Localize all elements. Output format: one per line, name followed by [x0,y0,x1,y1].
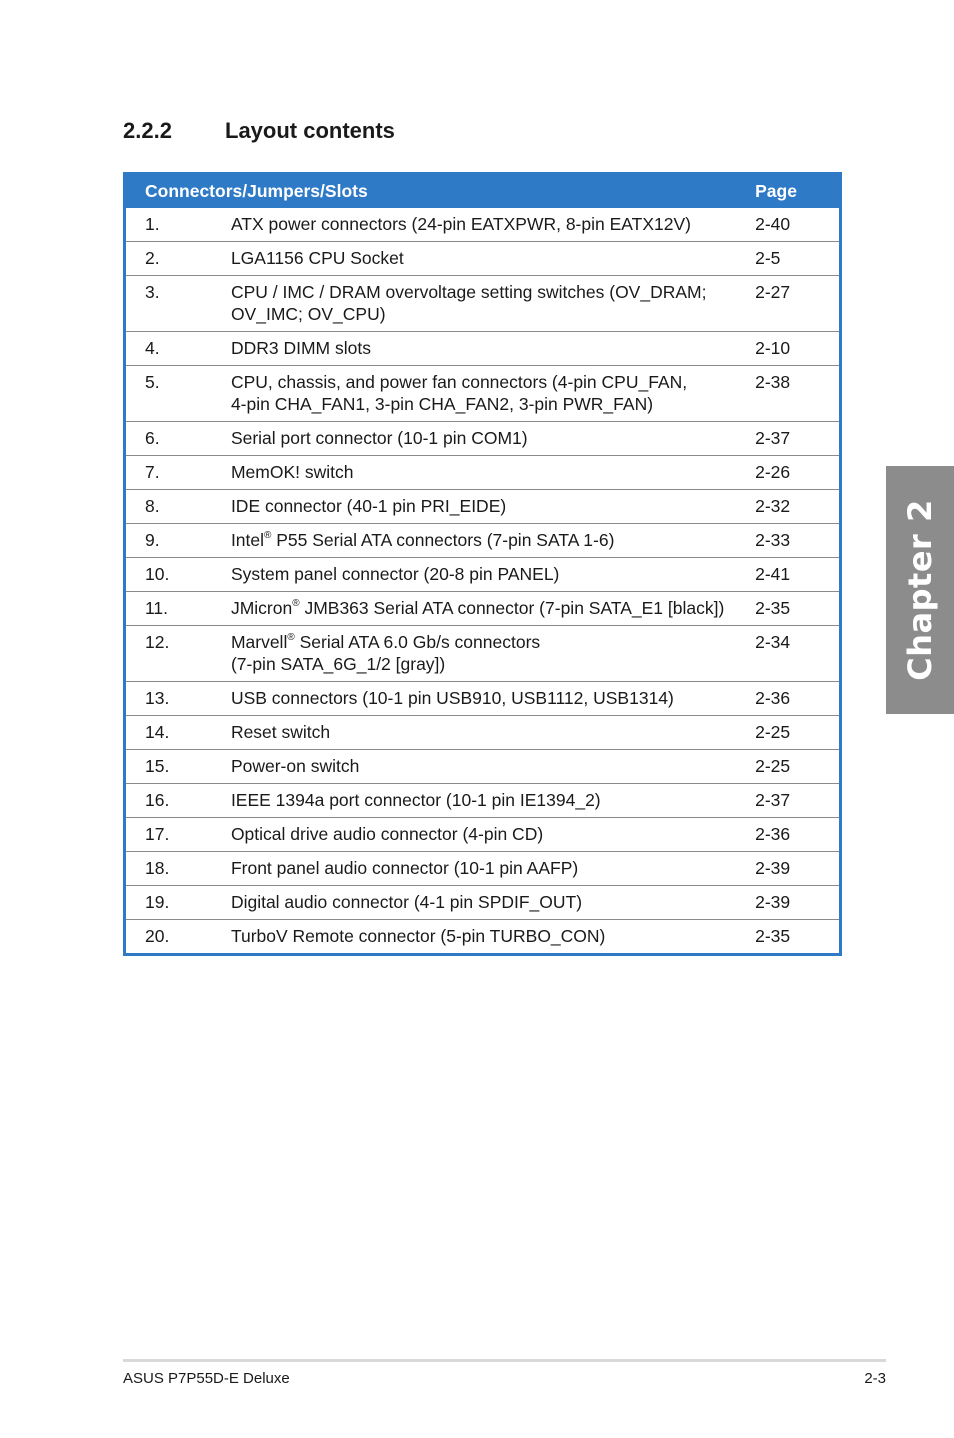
item-number: 16. [125,784,231,818]
description-line-2: (7-pin SATA_6G_1/2 [gray]) [230,654,446,674]
table-row [125,750,841,784]
item-page: 2-41 [748,558,840,592]
item-description [231,456,748,490]
item-page: 2-35 [748,592,840,626]
item-number: 7. [125,456,231,490]
item-description [231,920,748,955]
table-row [125,558,841,592]
item-number: 17. [125,818,231,852]
table-row [125,332,841,366]
item-number: 9. [125,524,231,558]
footer-rule [123,1359,886,1362]
item-number: 20. [125,920,231,955]
description-line: Reset switch [230,722,331,742]
item-description [231,276,748,332]
description-line: Front panel audio connector (10-1 pin AAFP) [230,858,579,878]
item-number: 4. [125,332,231,366]
item-number: 12. [125,626,231,682]
item-number: 15. [125,750,231,784]
item-page: 2-5 [748,242,840,276]
item-description [231,208,748,242]
description-line: Serial port connector (10-1 pin COM1) [230,428,528,448]
table-row [125,276,841,332]
item-page: 2-38 [748,366,840,422]
item-number: 3. [125,276,231,332]
item-description [231,886,748,920]
item-description [231,366,748,422]
item-number: 8. [125,490,231,524]
table-row [125,422,841,456]
brand-name: Marvell [230,632,288,652]
chapter-tab-label: Chapter 2 [901,499,939,681]
footer-page-number: 2-3 [864,1370,886,1387]
item-description [231,626,748,682]
item-page: 2-39 [748,886,840,920]
table-row [125,852,841,886]
description-line: LGA1156 CPU Socket [230,248,404,268]
description-line: ATX power connectors (24-pin EATXPWR, 8-pin EATX12V) [230,214,691,234]
footer-product-name: ASUS P7P55D-E Deluxe [123,1370,290,1387]
item-description [231,558,748,592]
item-page: 2-36 [748,682,840,716]
description-line: CPU, chassis, and power fan connectors (4-pin CPU_FAN, [230,372,688,392]
item-description [231,682,748,716]
item-page: 2-34 [748,626,840,682]
table-row [125,626,841,682]
description-line-2: OV_IMC; OV_CPU) [230,304,386,324]
item-description [231,784,748,818]
description-line [231,597,748,619]
table-row [125,592,841,626]
table-row [125,920,841,955]
item-number: 2. [125,242,231,276]
item-page: 2-36 [748,818,840,852]
table-row [125,366,841,422]
item-number: 19. [125,886,231,920]
table-row [125,886,841,920]
item-description [231,592,748,626]
table-row [125,818,841,852]
item-number: 1. [145,214,160,234]
table-row [125,784,841,818]
item-page: 2-37 [748,784,840,818]
description-line: IDE connector (40-1 pin PRI_EIDE) [230,496,507,516]
item-description [231,852,748,886]
description-line: TurboV Remote connector (5-pin TURBO_CON) [230,926,606,946]
item-page: 2-27 [748,276,840,332]
section-title: Layout contents [225,118,395,143]
table-row [125,208,841,242]
table-body [125,208,841,955]
item-description [231,422,748,456]
header-page: Page [748,174,840,209]
item-page: 2-40 [755,214,791,234]
table-row [125,524,841,558]
description-line: Power-on switch [230,756,360,776]
item-number: 18. [125,852,231,886]
item-description [231,242,748,276]
item-page: 2-25 [748,750,840,784]
item-description [231,818,748,852]
item-page: 2-10 [748,332,840,366]
item-number: 14. [125,716,231,750]
description-line: Optical drive audio connector (4-pin CD) [230,824,544,844]
item-page: 2-39 [748,852,840,886]
description-line [231,631,748,653]
item-number: 6. [125,422,231,456]
registered-mark: ® [292,598,300,610]
section-heading [123,118,395,144]
item-page: 2-25 [748,716,840,750]
description-line: IEEE 1394a port connector (10-1 pin IE1394_2) [230,790,601,810]
description-line: CPU / IMC / DRAM overvoltage setting switches (OV_DRAM; [230,282,707,302]
registered-mark: ® [264,530,272,542]
description-line: USB connectors (10-1 pin USB910, USB1112, USB1314) [230,688,674,708]
item-page: 2-35 [748,920,840,955]
header-item: Connectors/Jumpers/Slots [125,174,749,209]
item-page: 2-26 [748,456,840,490]
registered-mark: ® [287,632,295,644]
section-number: 2.2.2 [123,118,172,143]
layout-contents-table [123,172,842,956]
brand-name: JMicron [230,598,293,618]
item-description [231,332,748,366]
table-header-row [125,174,841,209]
item-number: 5. [125,366,231,422]
description-line-2: 4-pin CHA_FAN1, 3-pin CHA_FAN2, 3-pin PWR_FAN) [230,394,654,414]
table-row [125,716,841,750]
description-line: Digital audio connector (4-1 pin SPDIF_OUT) [230,892,583,912]
item-description [231,750,748,784]
description-line: System panel connector (20-8 pin PANEL) [230,564,560,584]
chapter-tab [886,466,954,714]
brand-name: Intel [230,530,265,550]
description-text: Serial ATA 6.0 Gb/s connectors [294,632,541,652]
item-description [231,716,748,750]
description-text: P55 Serial ATA connectors (7-pin SATA 1-6) [271,530,615,550]
description-line [231,529,748,551]
item-page: 2-37 [748,422,840,456]
item-page: 2-32 [748,490,840,524]
item-number: 10. [125,558,231,592]
description-text: JMB363 Serial ATA connector (7-pin SATA_E1 [black]) [299,598,725,618]
table-row [125,682,841,716]
description-line: MemOK! switch [230,462,354,482]
item-description [231,490,748,524]
item-number: 13. [125,682,231,716]
item-number: 11. [125,592,231,626]
item-description [231,524,748,558]
table-row [125,490,841,524]
table-row [125,456,841,490]
table-row [125,242,841,276]
item-page: 2-33 [748,524,840,558]
description-line: DDR3 DIMM slots [230,338,371,358]
